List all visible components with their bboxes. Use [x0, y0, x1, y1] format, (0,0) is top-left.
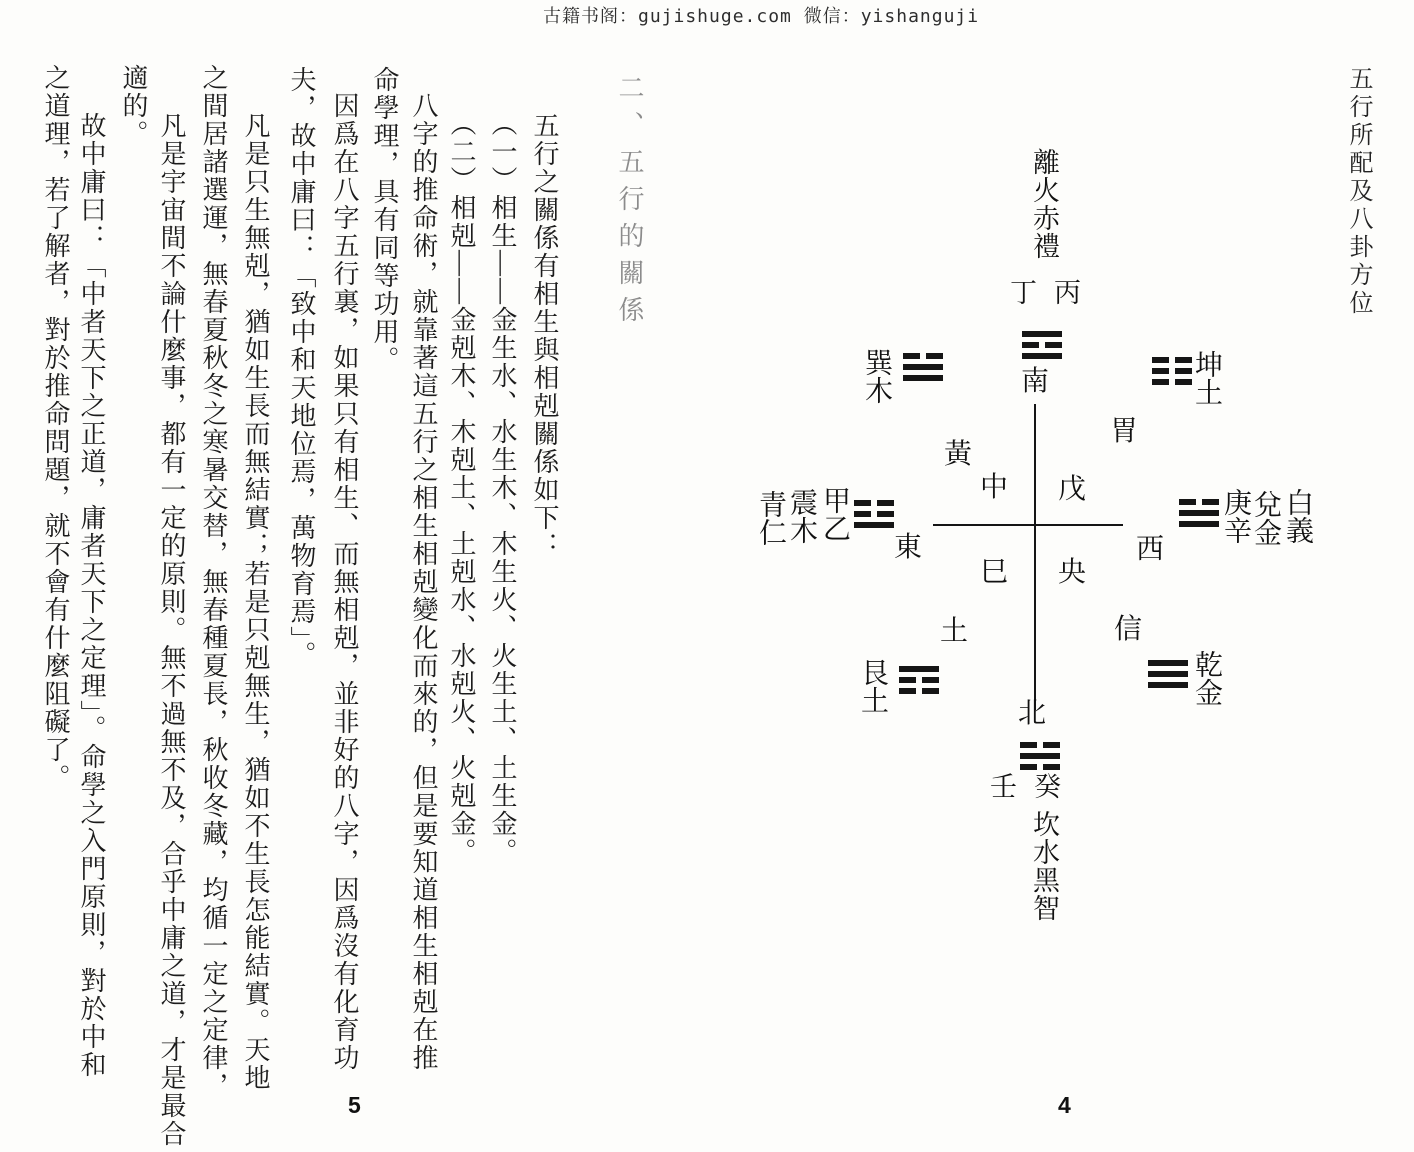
dui-trigram-symbol	[1179, 499, 1219, 527]
xun-trigram-symbol	[903, 353, 943, 381]
kan-trigram-symbol	[1020, 742, 1060, 770]
center-element-earth: 土	[940, 616, 969, 647]
axis-vertical-line	[1034, 404, 1036, 710]
page-number-left: 5	[348, 1092, 361, 1118]
watermark-header: 古籍书阁：gujishuge.com 微信：yishanguji	[543, 6, 980, 27]
center-color-yellow: 黃	[944, 439, 973, 470]
gen-trigram-symbol	[899, 666, 939, 694]
text-column: 故中庸曰：「中者天下之正道，庸者天下之定理」。命學之入門原則，對於中和	[77, 112, 106, 1079]
center-stem-wu: 戊	[1058, 474, 1087, 505]
gen-earth-label: 艮土	[857, 658, 888, 714]
center-organ: 胃	[1110, 416, 1139, 447]
south-stems: 丁丙	[1010, 278, 1098, 308]
south-fire-label: 離火赤禮	[1029, 148, 1059, 260]
qian-trigram-symbol	[1148, 660, 1188, 688]
text-column: 命學理，具有同等功用。	[370, 66, 399, 374]
text-column: 凡是宇宙間不論什麼事，都有一定的原則。無不過無不及，合乎中庸之道，才是最合	[157, 112, 186, 1148]
center-stem-si: 巳	[980, 557, 1009, 588]
axis-horizontal-line	[933, 524, 1123, 526]
north-stems: 壬癸	[990, 772, 1078, 802]
dui-metal-label: 兌金	[1250, 490, 1281, 546]
zhen-virtue-label: 青仁	[755, 490, 786, 546]
text-column: 夫，故中庸曰：「致中和天地位焉，萬物育焉」。	[287, 66, 316, 669]
center-char-zhong: 中	[980, 472, 1009, 503]
text-column: （二）相剋——金剋木、木剋土、土剋水、水剋火、火剋金。	[447, 110, 476, 866]
zhen-trigram-symbol	[854, 500, 894, 528]
center-char-yang: 央	[1058, 557, 1087, 588]
xun-wood-label: 巽木	[861, 348, 892, 404]
li-trigram-symbol	[1022, 331, 1062, 359]
text-column: 五行之關係有相生與相剋關係如下：	[530, 112, 559, 560]
dui-stems: 庚辛	[1220, 488, 1251, 544]
direction-south: 南	[1021, 366, 1050, 397]
north-water-label: 坎水黑智	[1029, 810, 1059, 922]
dui-virtue-label: 白義	[1282, 488, 1313, 544]
section-title-handwritten: 二、五行的關係	[615, 74, 644, 333]
text-column: 因爲在八字五行裏，如果只有相生、而無相剋，並非好的八字，因爲沒有化育功	[330, 92, 359, 1072]
page-number-right: 4	[1058, 1092, 1071, 1118]
direction-east: 東	[894, 532, 923, 563]
text-column: 八字的推命術，就靠著這五行之相生相剋變化而來的，但是要知道相生相剋在推	[409, 92, 438, 1072]
text-column: 之間居諸選運，無春夏秋冬之寒暑交替，無春種夏長，秋收冬藏，均循一定之定律，	[199, 64, 228, 1100]
center-virtue-faith: 信	[1114, 614, 1143, 645]
chapter-title-vertical: 五行所配及八卦方位	[1345, 66, 1371, 318]
text-column: 凡是只生無剋，猶如生長而無結實；若是只剋無生，猶如不生長怎能結實。天地	[241, 112, 270, 1092]
text-column: 適的。	[119, 64, 148, 148]
zhen-stems: 甲乙	[819, 486, 850, 542]
qian-metal-label: 乾金	[1191, 650, 1222, 706]
text-column: （一）相生——金生水、水生木、木生火、火生土、土生金。	[488, 110, 517, 866]
text-column: 之道理，若了解者，對於推命問題，就不會有什麼阻礙了。	[41, 64, 70, 792]
kun-trigram-symbol	[1152, 357, 1192, 385]
zhen-wood-label: 震木	[786, 488, 817, 544]
direction-west: 西	[1136, 534, 1165, 565]
direction-north: 北	[1018, 698, 1047, 729]
kun-earth-label: 坤土	[1191, 350, 1222, 406]
